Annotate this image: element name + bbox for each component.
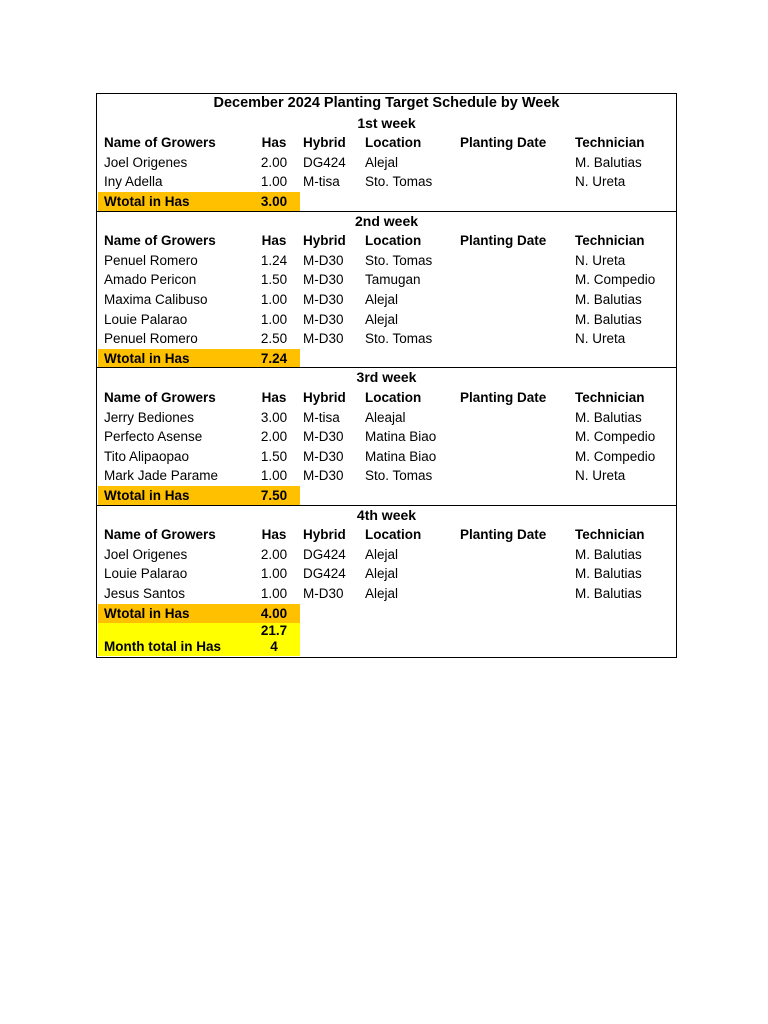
cell-technician: M. Compedio bbox=[575, 448, 656, 464]
cell-hybrid: M-D30 bbox=[303, 272, 344, 288]
cell-technician: M. Balutias bbox=[575, 154, 642, 170]
cell-name: Penuel Romero bbox=[104, 252, 198, 268]
subtotal-value: 4.00 bbox=[260, 605, 288, 621]
column-header-hybrid: Hybrid bbox=[303, 135, 346, 151]
cell-has: 1.00 bbox=[260, 311, 288, 327]
subtotal-row bbox=[97, 486, 676, 506]
subtotal-label: Wtotal in Has bbox=[104, 350, 190, 366]
cell-has: 1.00 bbox=[260, 566, 288, 582]
column-header-technician: Technician bbox=[575, 233, 645, 249]
cell-name: Iny Adella bbox=[104, 174, 163, 190]
cell-name: Maxima Calibuso bbox=[104, 291, 208, 307]
table-row bbox=[97, 172, 676, 192]
cell-hybrid: M-D30 bbox=[303, 311, 344, 327]
table-row bbox=[97, 584, 676, 604]
column-header-name: Name of Growers bbox=[104, 135, 216, 151]
column-header-has: Has bbox=[261, 527, 287, 543]
cell-has: 1.00 bbox=[260, 174, 288, 190]
cell-name: Jerry Bediones bbox=[104, 409, 195, 425]
cell-has: 1.00 bbox=[260, 585, 288, 601]
cell-location: Sto. Tomas bbox=[365, 252, 433, 268]
table-row bbox=[97, 310, 676, 330]
table-row bbox=[97, 564, 676, 584]
cell-location: Alejal bbox=[365, 585, 399, 601]
cell-has: 1.24 bbox=[260, 252, 288, 268]
column-header-row bbox=[97, 133, 676, 153]
week-section bbox=[97, 114, 676, 212]
column-header-has: Has bbox=[261, 135, 287, 151]
cell-technician: M. Compedio bbox=[575, 272, 656, 288]
column-header-has: Has bbox=[261, 233, 287, 249]
cell-location: Alejal bbox=[365, 546, 399, 562]
cell-name: Louie Palarao bbox=[104, 311, 188, 327]
subtotal-label: Wtotal in Has bbox=[104, 605, 190, 621]
cell-technician: M. Balutias bbox=[575, 566, 642, 582]
column-header-location: Location bbox=[365, 527, 422, 543]
week-label-row bbox=[97, 114, 676, 134]
week-label: 4th week bbox=[356, 506, 417, 523]
cell-hybrid: M-D30 bbox=[303, 585, 344, 601]
week-label: 1st week bbox=[357, 114, 416, 131]
subtotal-value: 7.50 bbox=[260, 487, 288, 503]
column-header-name: Name of Growers bbox=[104, 527, 216, 543]
cell-has: 1.00 bbox=[260, 468, 288, 484]
cell-has: 1.00 bbox=[260, 291, 288, 307]
column-header-planting-date: Planting Date bbox=[460, 233, 547, 249]
table-row bbox=[97, 329, 676, 349]
table-row bbox=[97, 427, 676, 447]
week-label-row bbox=[97, 368, 676, 388]
cell-has: 2.00 bbox=[260, 154, 288, 170]
cell-location: Aleajal bbox=[365, 409, 406, 425]
document-title: December 2024 Planting Target Schedule by Week bbox=[213, 95, 560, 111]
month-total-label: Month total in Has bbox=[104, 639, 221, 655]
table-row bbox=[97, 545, 676, 565]
cell-location: Sto. Tomas bbox=[365, 331, 433, 347]
cell-hybrid: DG424 bbox=[303, 546, 346, 562]
cell-hybrid: M-tisa bbox=[303, 409, 340, 425]
cell-hybrid: M-D30 bbox=[303, 429, 344, 445]
month-total-value-line1: 21.7 bbox=[260, 623, 288, 639]
cell-location: Alejal bbox=[365, 311, 399, 327]
subtotal-label: Wtotal in Has bbox=[104, 193, 190, 209]
column-header-name: Name of Growers bbox=[104, 389, 216, 405]
cell-hybrid: DG424 bbox=[303, 154, 346, 170]
month-total-value-line2: 4 bbox=[270, 639, 278, 655]
column-header-technician: Technician bbox=[575, 389, 645, 405]
cell-technician: M. Balutias bbox=[575, 291, 642, 307]
table-row bbox=[97, 290, 676, 310]
cell-name: Mark Jade Parame bbox=[104, 468, 219, 484]
week-section bbox=[97, 505, 676, 657]
column-header-hybrid: Hybrid bbox=[303, 233, 346, 249]
title-row bbox=[97, 94, 676, 114]
table-row bbox=[97, 270, 676, 290]
column-header-row bbox=[97, 525, 676, 545]
cell-technician: M. Balutias bbox=[575, 311, 642, 327]
cell-has: 2.00 bbox=[260, 429, 288, 445]
table-row bbox=[97, 466, 676, 486]
cell-has: 1.50 bbox=[260, 272, 288, 288]
subtotal-value: 3.00 bbox=[260, 193, 288, 209]
column-header-hybrid: Hybrid bbox=[303, 527, 346, 543]
cell-name: Louie Palarao bbox=[104, 566, 188, 582]
subtotal-row bbox=[97, 604, 676, 624]
week-section bbox=[97, 211, 676, 369]
column-header-location: Location bbox=[365, 135, 422, 151]
cell-name: Penuel Romero bbox=[104, 331, 198, 347]
cell-hybrid: M-D30 bbox=[303, 252, 344, 268]
subtotal-label: Wtotal in Has bbox=[104, 487, 190, 503]
column-header-technician: Technician bbox=[575, 527, 645, 543]
subtotal-value: 7.24 bbox=[260, 350, 288, 366]
cell-name: Tito Alipaopao bbox=[104, 448, 190, 464]
cell-name: Jesus Santos bbox=[104, 585, 186, 601]
month-total-row bbox=[97, 623, 676, 656]
week-label: 3rd week bbox=[356, 369, 417, 386]
table-row bbox=[97, 153, 676, 173]
planting-schedule-sheet bbox=[96, 93, 677, 658]
cell-technician: M. Balutias bbox=[575, 409, 642, 425]
column-header-technician: Technician bbox=[575, 135, 645, 151]
cell-hybrid: M-D30 bbox=[303, 448, 344, 464]
cell-name: Amado Pericon bbox=[104, 272, 197, 288]
cell-technician: M. Balutias bbox=[575, 585, 642, 601]
cell-location: Sto. Tomas bbox=[365, 174, 433, 190]
cell-name: Perfecto Asense bbox=[104, 429, 203, 445]
cell-technician: N. Ureta bbox=[575, 468, 626, 484]
cell-hybrid: M-tisa bbox=[303, 174, 340, 190]
cell-location: Sto. Tomas bbox=[365, 468, 433, 484]
cell-location: Tamugan bbox=[365, 272, 421, 288]
cell-technician: N. Ureta bbox=[575, 174, 626, 190]
column-header-hybrid: Hybrid bbox=[303, 389, 346, 405]
cell-location: Alejal bbox=[365, 154, 399, 170]
cell-location: Alejal bbox=[365, 291, 399, 307]
column-header-planting-date: Planting Date bbox=[460, 527, 547, 543]
subtotal-row bbox=[97, 192, 676, 212]
table-row bbox=[97, 251, 676, 271]
cell-technician: N. Ureta bbox=[575, 331, 626, 347]
column-header-location: Location bbox=[365, 389, 422, 405]
cell-hybrid: M-D30 bbox=[303, 468, 344, 484]
cell-has: 1.50 bbox=[260, 448, 288, 464]
column-header-planting-date: Planting Date bbox=[460, 135, 547, 151]
cell-hybrid: DG424 bbox=[303, 566, 346, 582]
cell-technician: N. Ureta bbox=[575, 252, 626, 268]
cell-hybrid: M-D30 bbox=[303, 291, 344, 307]
week-section bbox=[97, 367, 676, 505]
cell-location: Matina Biao bbox=[365, 429, 437, 445]
cell-technician: M. Compedio bbox=[575, 429, 656, 445]
cell-name: Joel Origenes bbox=[104, 154, 188, 170]
column-header-has: Has bbox=[261, 389, 287, 405]
subtotal-row bbox=[97, 349, 676, 369]
column-header-location: Location bbox=[365, 233, 422, 249]
cell-technician: M. Balutias bbox=[575, 546, 642, 562]
cell-name: Joel Origenes bbox=[104, 546, 188, 562]
week-label-row bbox=[97, 212, 676, 232]
column-header-row bbox=[97, 388, 676, 408]
cell-location: Matina Biao bbox=[365, 448, 437, 464]
cell-has: 3.00 bbox=[260, 409, 288, 425]
table-row bbox=[97, 447, 676, 467]
week-label-row bbox=[97, 506, 676, 526]
column-header-name: Name of Growers bbox=[104, 233, 216, 249]
column-header-row bbox=[97, 231, 676, 251]
cell-location: Alejal bbox=[365, 566, 399, 582]
cell-hybrid: M-D30 bbox=[303, 331, 344, 347]
cell-has: 2.50 bbox=[260, 331, 288, 347]
column-header-planting-date: Planting Date bbox=[460, 389, 547, 405]
cell-has: 2.00 bbox=[260, 546, 288, 562]
table-row bbox=[97, 408, 676, 428]
week-label: 2nd week bbox=[354, 212, 419, 229]
